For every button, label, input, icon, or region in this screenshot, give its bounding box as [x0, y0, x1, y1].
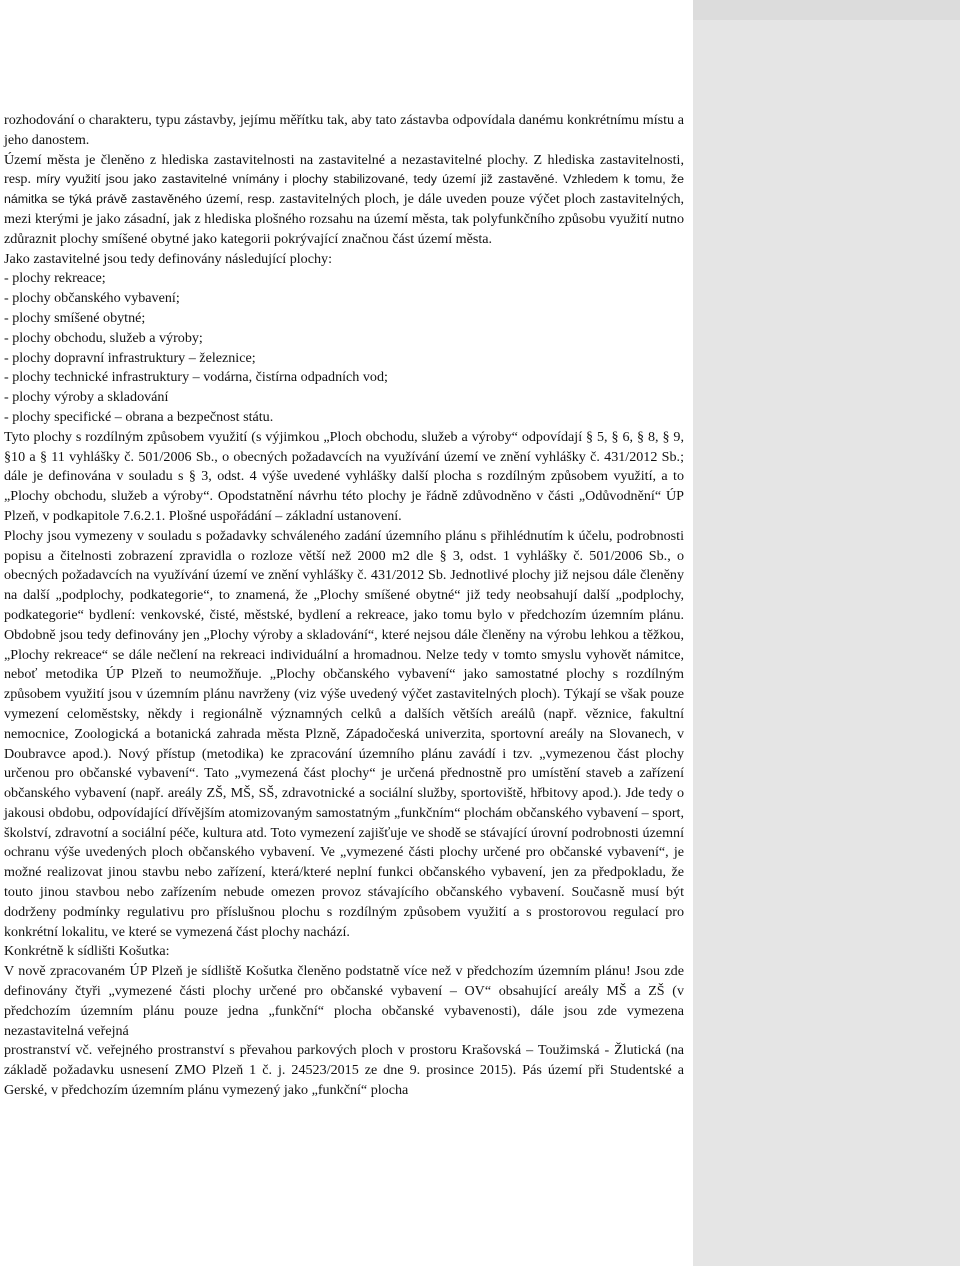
- list-intro: Jako zastavitelné jsou tedy definovány následující plochy:: [4, 250, 332, 267]
- paragraph-text: Území města je členěno z hlediska zastavitelnosti na zastavitelné a nezastavitelné plochy. Z hlediska zastavitelnosti, resp.: [4, 151, 684, 188]
- comments-sidebar: [693, 0, 960, 1266]
- list-item: - plochy specifické – obrana a bezpečnost státu.: [4, 408, 274, 425]
- paragraph: rozhodování o charakteru, typu zástavby, jejímu měřítku tak, aby tato zástavba odpovídala danému konkrétnímu místu a jeho danostem.: [4, 112, 684, 148]
- paragraph: prostranství vč. veřejného prostranství s převahou parkových ploch v prostoru Krašovská – Toužimská - Žlutická (na základě požadavku usnesení ZMO Plzeň 1 č. j. 24523/2015 ze dne 9. prosince 2015). Pás území při Studentské a Gerské, v předchozím územním plánu vymezený jako „funkční“ plocha: [4, 1042, 684, 1099]
- list-item: - plochy dopravní infrastruktury – železnice;: [4, 349, 256, 366]
- paragraph: V nově zpracovaném ÚP Plzeň je sídliště Košutka členěno podstatně více než v předchozím územním plánu! Jsou zde definovány čtyři „vymezené části plochy určené pro občanské vybavení – OV“ obsahující areály MŠ a ZŠ (v předchozím územním plánu pouze jedna „funkční“ plocha občanské vybavenosti), dále jsou zde vymezena nezastavitelná veřejná: [4, 963, 684, 1039]
- list-item: - plochy výroby a skladování: [4, 389, 169, 406]
- list-item: - plochy technické infrastruktury – vodárna, čistírna odpadních vod;: [4, 369, 388, 386]
- list-item: - plochy občanského vybavení;: [4, 290, 180, 307]
- paragraph: Plochy jsou vymezeny v souladu s požadavky schváleného zadání územního plánu s přihlédnutím k účelu, podrobnosti popisu a čitelnosti zobrazení zpravidla o rozloze větší než 2000 m2 dle § 3, odst. 1 vyhlášky č. 501/2006 Sb., o obecných požadavcích na využívání území ve znění vyhlášky č. 431/2012 Sb. Jednotlivé plochy již nejsou dále členěny na další „podplochy, podkategorie“, to znamená, že „Plochy smíšené obytné“ již tedy neobsahují další „podplochy, podkategorie“ bydlení: venkovské, čisté, městské, bydlení a rekreace, jako tomu bylo v předchozím územním plánu. Obdobně jsou tedy definovány jen „Plochy výroby a skladování“, které nejsou dále členěny na výrobu lehkou a těžkou, „Plochy rekreace“ se dále nečlení na rekreaci individuální a hromadnou. Nelze tedy v tomto smyslu vyhovět námitce, neboť metodika ÚP Plzeň to neumožňuje. „Plochy občanského vybavení“ jako samostatné plochy s rozdílným způsobem využití jsou v územním plánu navrženy (viz výše uvedený výčet zastavitelných ploch). Týkají se však pouze vymezení celoměstsky, někdy i regionálně významných celků a dalších větších areálů (např. věznice, fakultní nemocnice, Zoologická a botanická zahrada města Plzně, Západočeská univerzita, sportovní areály na Slovanech, v Doubravce apod.). Nový přístup (metodika) ke zpracování územního plánu zavádí i tzv. „vymezenou část plochy určenou pro občanské vybavení“. Tato „vymezená část plochy“ je určená přednostně pro umístění staveb a zařízení občanského vybavení (např. areály ZŠ, MŠ, SŠ, zdravotnické a sociální služby, sportoviště, hřbitovy apod.). Jde tedy o jakousi obdobu, odpovídající dřívějším atomizovaným samostatným „funkčním“ plochám občanského vybavení – sport, školství, zdravotní a sociální péče, kultura atd. Toto vymezení zajišťuje ve shodě se stávající úrovní podrobnosti územní ochranu výše uvedených ploch občanského vybavení. Ve „vymezené části plochy určené pro občanské vybavení“, je možné realizovat jinou stavbu nebo zařízení, která/které neplní funkci občanského vybavení, jen za předpokladu, že touto jinou stavbou nebo zařízením nebude omezen provoz stávajícího občanského vybavení. Současně musí být dodrženy podmínky regulativu pro příslušnou plochu s rozdílným způsobem využití a s prostorovou regulací pro konkrétní lokalitu, ve které se vymezená část plochy nachází.: [4, 527, 684, 940]
- paragraph-text-sans: míry využití jsou jako zastavitelné vnímány i plochy stabilizované, tedy území již zastavěné. Vzhledem k tomu, že námitka se týká právě zastavěného území, resp.: [4, 172, 684, 207]
- paragraph: Tyto plochy s rozdílným způsobem využití (s výjimkou „Ploch obchodu, služeb a výroby“ odpovídají § 5, § 6, § 8, § 9, §10 a § 11 vyhlášky č. 501/2006 Sb., o obecných požadavcích na využívání území ve znění vyhlášky č. 431/2012 Sb.; dále je definována v souladu s § 3, odst. 4 výše uvedené vyhlášky další plocha s rozdílným způsobem využití, a to „Plochy obchodu, služeb a výroby“. Opodstatnění návrhu této plochy je řádně zdůvodněno v části „Odůvodnění“ ÚP Plzeň, v podkapitole 7.6.2.1. Plošné uspořádání – základní ustanovení.: [4, 428, 684, 524]
- document-body: [4, 111, 684, 1101]
- list-item: - plochy rekreace;: [4, 270, 106, 287]
- paragraph-heading: Konkrétně k sídlišti Košutka:: [4, 943, 170, 960]
- paragraph: [4, 151, 684, 250]
- list-item: - plochy obchodu, služeb a výroby;: [4, 329, 203, 346]
- zone-list: [4, 269, 684, 427]
- paragraph-text: zastavitelných ploch, je dále uveden pouze výčet ploch zastavitelných, mezi kterými je jako zásadní, jak z hlediska plošného rozsahu na území města, tak polyfunkčního způsobu využití nutno zdůraznit plochy smíšené obytné jako kategorii pokrývající značnou část území města.: [4, 191, 685, 247]
- sidebar-header: [693, 0, 960, 20]
- list-item: - plochy smíšené obytné;: [4, 309, 146, 326]
